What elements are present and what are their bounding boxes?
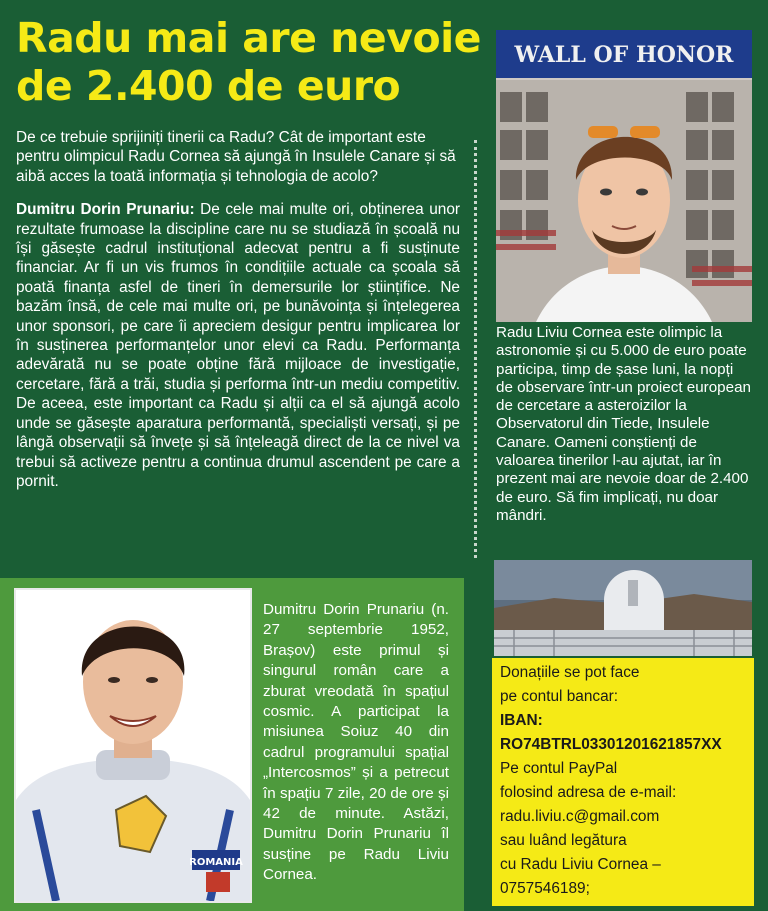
title-line-1: Radu mai are nevoie <box>16 14 481 62</box>
radu-portrait-image <box>496 30 752 322</box>
contact-line-2: cu Radu Liviu Cornea – <box>500 856 661 873</box>
interview-speaker: Dumitru Dorin Prunariu: <box>16 201 195 219</box>
wall-of-honor-sign: WALL OF HONOR <box>514 42 734 68</box>
paypal-email: radu.liviu.c@gmail.com <box>500 808 660 825</box>
interview-text: De cele mai multe ori, obținerea unor rezultate frumoase la discipline care nu se studiază în școală nu își găsește cadrul instituțional adecvat pentru a fi susținute financiar. Ar fi un vis frumos în condițiile actuale ca școala să poată finanța asfel de tineri în demersurile lor științifice. Ne bazăm însă, de cele mai multe ori, pe bunăvoința și înțelegerea unor sponsori, pe care îi apreciem desigur pentru implicarea lor în susținerea performanțelor unor elevi ca Radu. Performanța adevărată nu se poate obține fără mijloace de investigație, cercetare, fără a trăi, studia și performa într-un mediu competitiv. De aceea, este important ca Radu și alții ca el să ajungă acolo unde se găsește aparatura performantă, specialiști versați, și pe lângă observații să învețe și să înțeleagă direct de la ce nivel va trebui să activeze pentru a continua drumul ascendent pe care a pornit. <box>16 201 461 490</box>
paypal-label: Pe contul PayPal <box>500 760 618 777</box>
observatory-photo <box>494 560 752 656</box>
article-body <box>16 128 460 505</box>
intro-paragraph: De ce trebuie sprijiniți tinerii ca Radu? Cât de important este pentru olimpicul Radu Cornea să ajungă în Insulele Canare și să aibă acces la toată informația și tehnologia de acolo? <box>16 129 456 185</box>
contact-line-1: sau luând legătura <box>500 832 627 849</box>
astronaut-image <box>16 590 250 901</box>
paypal-instruction: folosind adresa de e-mail: <box>500 784 677 801</box>
iban-label: IBAN: <box>500 712 543 729</box>
romania-patch-text: ROMANIA <box>189 857 243 868</box>
title-line-2: de 2.400 de euro <box>16 62 401 110</box>
radu-caption: Radu Liviu Cornea este olimpic la astronomie și cu 5.000 de euro poate participa, timp de șase luni, la nopți de observare într-un proiect european de cercetare a asteroizilor la Observatorul din Tiede, Insulele Canare. Oameni conștienți de valoarea tinerilor l-au ajutat, iar în prezent mai are nevoie doar de 2.400 de euro. Să fim implicați, nu doar mândri. <box>496 324 751 524</box>
radu-portrait-photo <box>496 30 752 322</box>
contact-phone: 0757546189; <box>500 880 590 897</box>
article-title <box>16 14 486 110</box>
donation-line-1: Donațiile se pot face <box>500 664 640 681</box>
iban-number: RO74BTRL03301201621857XX <box>500 736 722 753</box>
column-divider <box>474 140 477 558</box>
interview-paragraph <box>16 200 460 491</box>
observatory-image <box>494 560 752 656</box>
astronaut-caption: Dumitru Dorin Prunariu (n. 27 septembrie 1952, Brașov) este primul și singurul român care a zburat vreodată în spațiul cosmic. A participat la misiunea Soiuz 40 din cadrul programului spațial „Intercosmos” și a petrecut în spațiu 7 zile, 20 de ore și 42 de minute. Astăzi, Dumitru Dorin Prunariu îl susține pe Radu Liviu Cornea. <box>263 601 449 884</box>
donation-line-2: pe contul bancar: <box>500 688 619 705</box>
donation-box <box>492 658 754 906</box>
astronaut-photo <box>14 588 252 903</box>
